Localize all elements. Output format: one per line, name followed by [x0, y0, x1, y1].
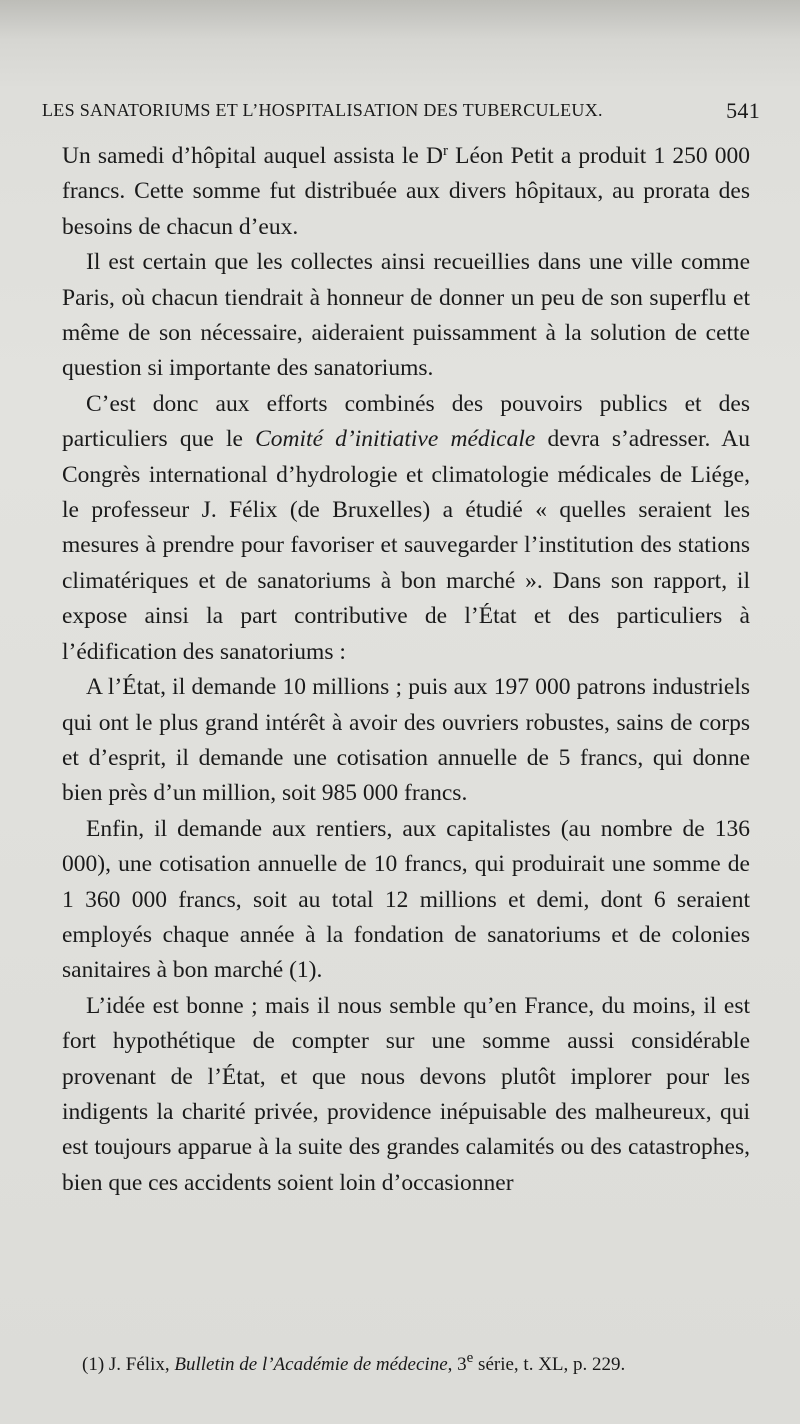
running-title: LES SANATORIUMS ET L’HOSPITALISATION DES TUBERCULEUX.	[42, 100, 603, 120]
paragraph	[62, 134, 750, 245]
footnote	[82, 1350, 762, 1376]
footnote-journal: Bulletin de l’Académie de médecine	[174, 1354, 448, 1375]
text-run: A l’État, il demande 10 millions ; puis aux 197 000 patrons industriels qui ont le plus grand intérêt à avoir des ouvriers robustes, sains de corps et d’esprit, il demande une cotisation annuelle de 5 francs, qui donne bien près d’un million, soit 985 000 francs.	[62, 674, 750, 807]
footnote-rest: série, t. XL, p. 229.	[473, 1354, 626, 1375]
footnote-marker: (1)	[82, 1354, 105, 1375]
page-number: 541	[726, 98, 760, 123]
body-text	[62, 134, 750, 1201]
paragraph	[62, 812, 750, 989]
text-run: Enfin, il demande aux rentiers, aux capitalistes (au nombre de 136 000), une cotisation annuelle de 10 francs, qui produirait une somme de 1 360 000 francs, soit au total 12 millions et demi, dont 6 seraient employés chaque année à la fondation de sanatoriums et de colonies sanitaires à bon marché (1).	[62, 815, 750, 984]
text-run: Un samedi d’hôpital auquel assista le D	[62, 143, 443, 169]
paragraph	[62, 989, 750, 1201]
footnote-author: J. Félix,	[108, 1354, 170, 1375]
text-run: Léon Petit a produit 1 250 000 francs. Cette somme fut distribuée aux divers hôpitaux, au prorata des besoins de chacun d’eux.	[62, 143, 750, 240]
footnote-series-sup: e	[466, 1350, 474, 1366]
paragraph	[62, 245, 750, 387]
text-run: C’est donc aux efforts combinés des pouvoirs publics et des particuliers que le	[62, 390, 750, 453]
footnote-series-num: , 3	[447, 1354, 467, 1375]
paragraph	[62, 670, 750, 812]
text-run: Il est certain que les collectes ainsi recueillies dans une ville comme Paris, où chacun tiendrait à honneur de donner un peu de son superflu et même de son nécessaire, aideraient puissamment à la solution de cette question si importante des sanatoriums.	[62, 249, 750, 382]
running-header	[42, 100, 760, 121]
italic-text: Comité d’initiative médicale	[255, 426, 536, 453]
paragraph	[62, 387, 750, 670]
text-run: devra s’adresser. Au Congrès international d’hydrologie et climatologie médicales de Liége, le professeur J. Félix (de Bruxelles) a étudié « quelles seraient les mesures à prendre pour favoriser et sauvegarder l’institution des stations climatériques et de sanatoriums à bon marché ». Dans son rapport, il expose ainsi la part contributive de l’État et des particuliers à l’édification des sanatoriums :	[62, 426, 750, 665]
superscript: r	[442, 143, 448, 159]
text-run: L’idée est bonne ; mais il nous semble qu’en France, du moins, il est fort hypothétique de compter sur une somme aussi considérable provenant de l’État, et que nous devons plutôt implorer pour les indigents la charité privée, providence inépuisable des malheureux, qui est toujours apparue à la suite des grandes calamités ou des catastrophes, bien que ces accidents soient loin d’occasionner	[62, 992, 750, 1196]
